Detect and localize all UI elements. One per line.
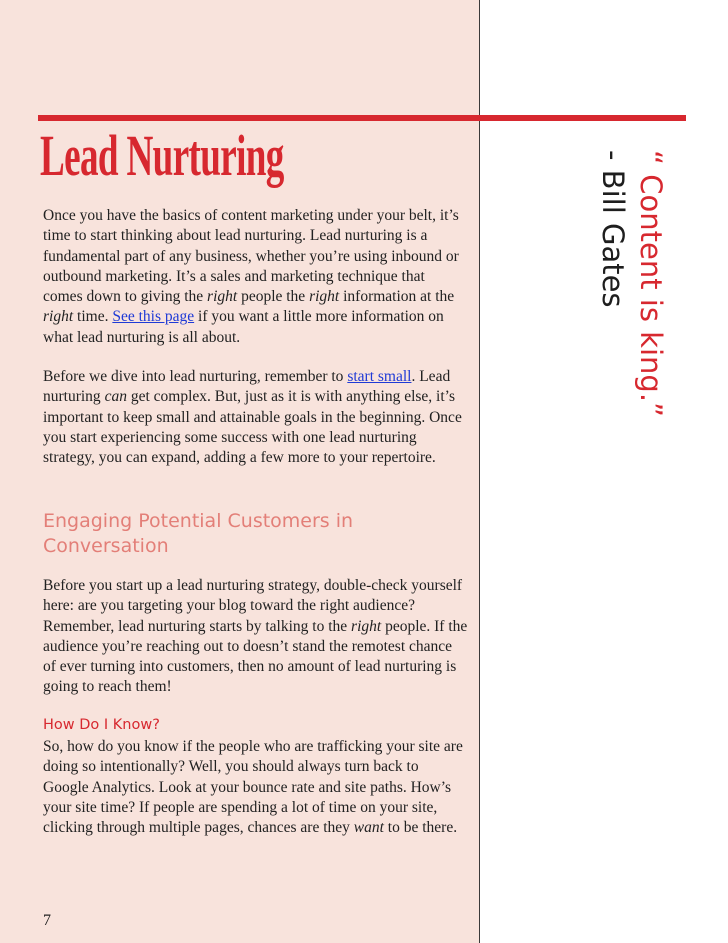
start-small-link[interactable]: start small bbox=[347, 368, 412, 385]
title-rule bbox=[38, 115, 686, 121]
emphasis: right bbox=[309, 288, 340, 306]
emphasis: right bbox=[207, 288, 238, 306]
intro-paragraph-1 bbox=[43, 206, 468, 348]
page-number: 7 bbox=[43, 912, 51, 929]
rotated-quote-block bbox=[594, 150, 670, 417]
section-heading: Engaging Potential Customers in Conversation bbox=[43, 510, 354, 557]
text-run: get complex. But, just as it is with anything else, it’s important to keep small and attainable goals in the beginning. Once you start experiencing some success with one lead nurturing strategy, you can expand, adding a few more to your repertoire. bbox=[43, 388, 462, 467]
text-run: information at the bbox=[339, 288, 455, 306]
text-run: Before you start up a lead nurturing strategy, double-check yourself here: are you targeting your blog toward the right audience? Remember, lead nurturing starts by talking to the bbox=[43, 577, 463, 635]
text-run: if you want a little more information on what lead nurturing is all about. bbox=[43, 308, 444, 346]
column-divider bbox=[479, 0, 480, 943]
emphasis: right bbox=[43, 308, 74, 326]
sidebar-quote bbox=[585, 150, 670, 460]
emphasis: can bbox=[104, 388, 127, 406]
text-run: . Lead nurturing bbox=[43, 368, 451, 406]
text-run: Once you have the basics of content marketing under your belt, it’s time to start thinking about lead nurturing. Lead nurturing is a fundamental part of any business, whether you’re using inbound or outbound marketing. It’s a sales and marketing technique that comes down to giving the bbox=[43, 207, 459, 306]
subsection-heading: How Do I Know? bbox=[43, 717, 160, 733]
see-this-page-link[interactable]: See this page bbox=[112, 308, 195, 326]
quote-text: “ Content is king.” bbox=[634, 150, 668, 418]
page-title: Lead Nurturing bbox=[40, 123, 284, 188]
text-run: So, how do you know if the people who are trafficking your site are doing so intentionally? Well, you should always turn back to Google Analytics. Look at your bounce rate and site paths. How’s your site time? If people are spending a lot of time on your site, clicking through multiple pages, chances are they bbox=[43, 738, 463, 837]
intro-paragraph-2 bbox=[43, 367, 468, 468]
section-paragraph-1 bbox=[43, 576, 468, 698]
text-run: people the bbox=[237, 288, 310, 306]
section-paragraph-2 bbox=[43, 737, 468, 838]
text-run: to be there. bbox=[383, 819, 458, 837]
quote-attribution: - Bill Gates bbox=[596, 150, 630, 308]
text-run: Before we dive into lead nurturing, remember to bbox=[43, 368, 348, 385]
text-run: time. bbox=[73, 308, 113, 326]
emphasis: want bbox=[353, 819, 384, 837]
text-run: people. If the audience you’re reaching out to doesn’t stand the remotest chance of ever turning into customers, then no amount of lead nurturing is going to reach them! bbox=[43, 617, 468, 696]
emphasis: right bbox=[351, 617, 382, 635]
